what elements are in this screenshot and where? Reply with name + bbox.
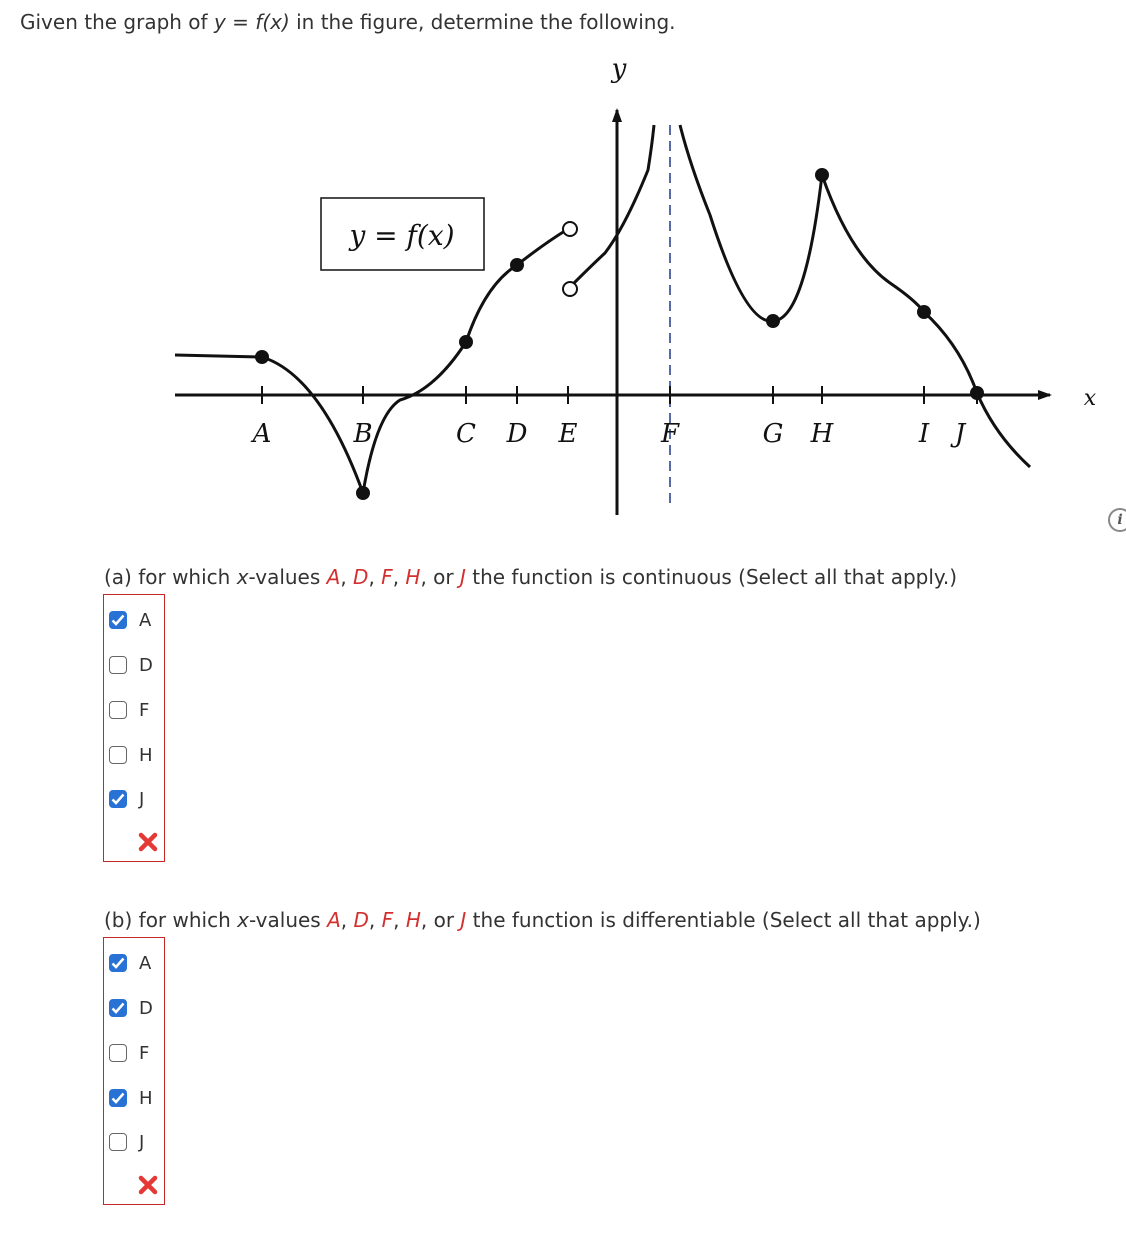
part-b-option-J[interactable] xyxy=(109,1130,144,1154)
checkbox[interactable] xyxy=(109,954,127,972)
prompt-after: in the figure, determine the following. xyxy=(289,10,676,34)
option-label: A xyxy=(139,952,152,974)
part-a-option-A[interactable] xyxy=(109,608,151,632)
point-labels xyxy=(251,419,967,449)
prompt-text: Given the graph of xyxy=(20,10,214,34)
y-axis-label: y xyxy=(611,55,627,84)
option-label: A xyxy=(139,609,152,631)
option-label: H xyxy=(139,744,153,766)
incorrect-x-icon xyxy=(137,1174,159,1196)
part-a-option-J[interactable] xyxy=(109,787,144,811)
label-D: D xyxy=(506,419,528,449)
label-H: H xyxy=(810,419,834,449)
checkbox[interactable] xyxy=(109,1044,127,1062)
part-a-option-H[interactable] xyxy=(109,743,153,767)
checkbox[interactable] xyxy=(109,999,127,1017)
part-a-question: (a) for which x-values A, D, F, H, or J the function is continuous (Select all that apply.) xyxy=(104,565,958,589)
option-label: H xyxy=(139,1087,153,1109)
prompt-y: y xyxy=(213,10,226,34)
label-E: E xyxy=(558,419,578,449)
option-label: F xyxy=(139,699,150,721)
option-label: F xyxy=(139,1042,150,1064)
prompt-fx: f(x) xyxy=(255,10,290,34)
function-label: y = f(x) xyxy=(349,219,455,252)
part-b-option-F[interactable] xyxy=(109,1041,149,1065)
part-a-option-D[interactable] xyxy=(109,653,153,677)
part-a-option-F[interactable] xyxy=(109,698,149,722)
part-a-answer-box xyxy=(103,594,165,862)
question-prompt xyxy=(20,10,676,34)
function-graph xyxy=(170,55,1110,525)
part-b-question: (b) for which x-values A, D, F, H, or J the function is differentiable (Select all that apply.) xyxy=(104,908,981,932)
function-curve xyxy=(175,125,1030,493)
label-A: A xyxy=(252,419,272,449)
label-F: F xyxy=(660,419,680,449)
part-b-option-H[interactable] xyxy=(109,1086,153,1110)
part-b-option-A[interactable] xyxy=(109,951,151,975)
label-J: J xyxy=(954,419,966,449)
option-label: J xyxy=(139,788,145,810)
x-axis-label: x xyxy=(1083,386,1097,411)
label-I: I xyxy=(918,419,930,449)
open-points xyxy=(563,222,577,296)
label-B: B xyxy=(353,419,373,449)
checkbox[interactable] xyxy=(109,656,127,674)
label-G: G xyxy=(762,419,784,449)
info-icon[interactable]: i xyxy=(1108,508,1126,532)
checkbox[interactable] xyxy=(109,701,127,719)
part-b-answer-box xyxy=(103,937,165,1205)
checkbox[interactable] xyxy=(109,1133,127,1151)
option-label: D xyxy=(139,997,153,1019)
option-label: D xyxy=(139,654,153,676)
label-C: C xyxy=(456,419,476,449)
prompt-eq: = xyxy=(225,10,256,34)
checkbox[interactable] xyxy=(109,611,127,629)
checkbox[interactable] xyxy=(109,746,127,764)
checkbox[interactable] xyxy=(109,1089,127,1107)
checkbox[interactable] xyxy=(109,790,127,808)
part-b-option-D[interactable] xyxy=(109,996,153,1020)
incorrect-x-icon xyxy=(137,831,159,853)
option-label: J xyxy=(139,1131,145,1153)
